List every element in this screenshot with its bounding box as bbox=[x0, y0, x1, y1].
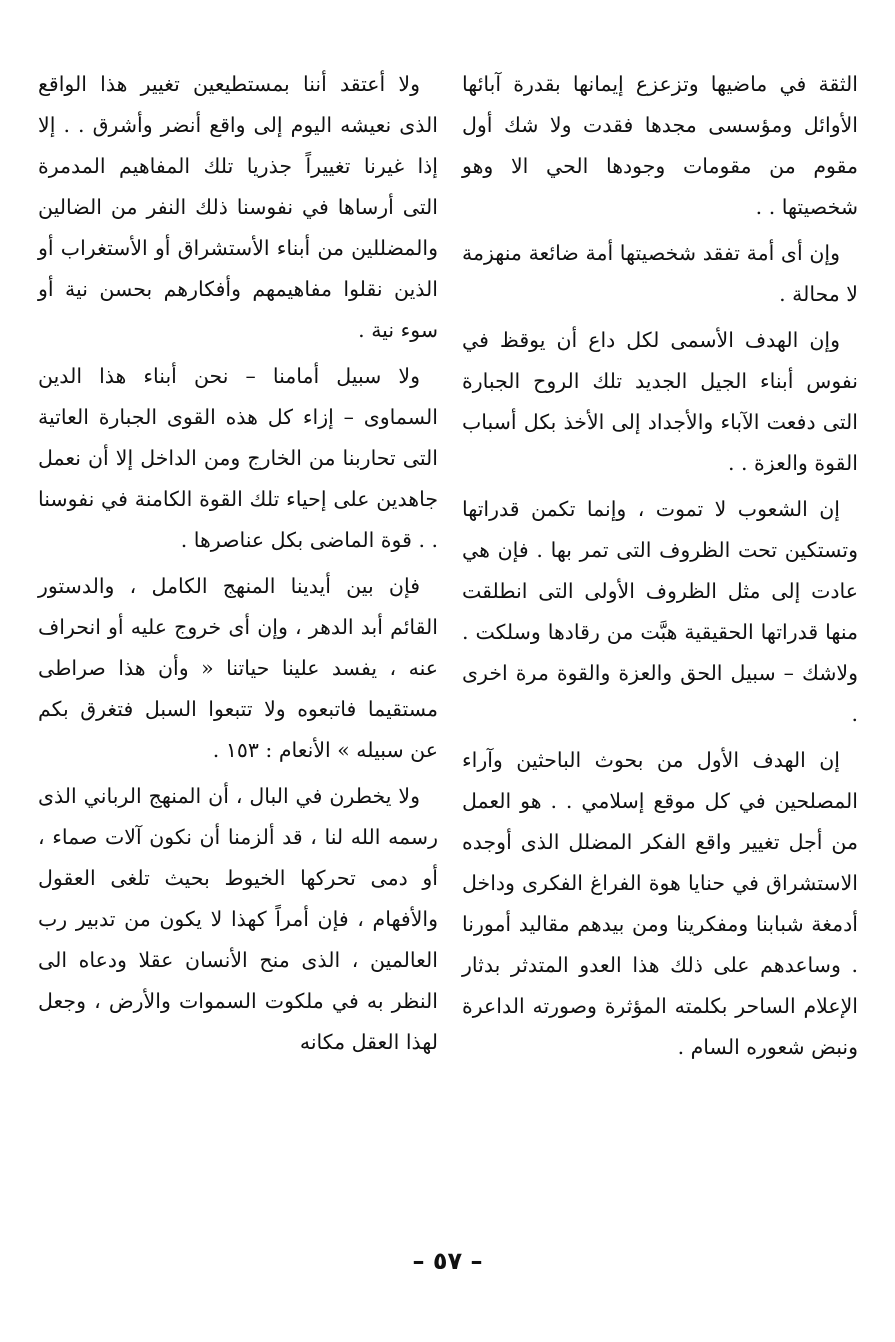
paragraph: ولا سبيل أمامنا – نحن أبناء هذا الدين السماوى – إزاء كل هذه القوى الجبارة العاتية التى تحاربنا من الخارج ومن الداخل إلا أن نعمل جاهدين على إحياء تلك القوة الكامنة في نفوسنا . . قوة الماضى بكل عناصرها . bbox=[38, 364, 438, 552]
paragraph: إن الشعوب لا تموت ، وإنما تكمن قدراتها وتستكين تحت الظروف التى تمر بها . فإن هي عادت إلى مثل الظروف الأولى التى انطلقت منها قدراتها الحقيقية هبَّت من رقادها وسلكت . ولاشك – سبيل الحق والعزة والقوة مرة اخرى . bbox=[462, 497, 858, 726]
right-column bbox=[462, 64, 858, 1068]
paragraph: وإن الهدف الأسمى لكل داع أن يوقظ في نفوس أبناء الجيل الجديد تلك الروح الجبارة التى دفعت الآباء والأجداد إلى الأخذ بكل أسباب القوة والعزة . . bbox=[462, 328, 858, 475]
paragraph: فإن بين أيدينا المنهج الكامل ، والدستور القائم أبد الدهر ، وإن أى خروج عليه أو انحراف عنه ، يفسد علينا حياتنا « وأن هذا صراطى مستقيما فاتبعوه ولا تتبعوا السبل فتغرق بكم عن سبيله » الأنعام : ١٥٣ . bbox=[38, 574, 438, 762]
paragraph: الثقة في ماضيها وتزعزع إيمانها بقدرة آبائها الأوائل ومؤسسى مجدها فقدت ولا شك أول مقوم من مقومات وجودها الحي الا وهو شخصيتها . . bbox=[462, 72, 858, 219]
paragraph: إن الهدف الأول من بحوث الباحثين وآراء المصلحين في كل موقع إسلامي . . هو العمل من أجل تغيير واقع الفكر المضلل الذى أوجده الاستشراق في حنايا هوة الفراغ الفكرى وداخل أدمغة شبابنا ومفكرينا ومن بيدهم مقاليد أمورنا . وساعدهم على ذلك هذا العدو المتدثر بدثار الإعلام الساحر بكلمته المؤثرة وصورته الداعرة ونبض شعوره السام . bbox=[462, 748, 858, 1059]
page-number: – ٥٧ – bbox=[412, 1247, 483, 1275]
left-column bbox=[38, 64, 438, 1063]
paragraph: وإن أى أمة تفقد شخصيتها أمة ضائعة منهزمة لا محالة . bbox=[462, 241, 858, 306]
paragraph: ولا يخطرن في البال ، أن المنهج الرباني الذى رسمه الله لنا ، قد ألزمنا أن نكون آلات صماء ، أو دمى تحركها الخيوط بحيث تلغى العقول والأفهام ، فإن أمراً كهذا لا يكون من تدبير رب العالمين ، الذى منح الأنسان عقلا ودعاه الى النظر به في ملكوت السموات والأرض ، وجعل لهذا العقل مكانه bbox=[38, 784, 438, 1054]
paragraph: ولا أعتقد أننا بمستطيعين تغيير هذا الواقع الذى نعيشه اليوم إلى واقع أنضر وأشرق . . إلا إذا غيرنا تغييراً جذريا تلك المفاهيم المدمرة التى أرساها في نفوسنا ذلك النفر من الضالين والمضللين من أبناء الأستشراق أو الأستغراب أو الذين نقلوا مفاهيمهم وأفكارهم بحسن نية أو سوء نية . bbox=[38, 72, 438, 342]
